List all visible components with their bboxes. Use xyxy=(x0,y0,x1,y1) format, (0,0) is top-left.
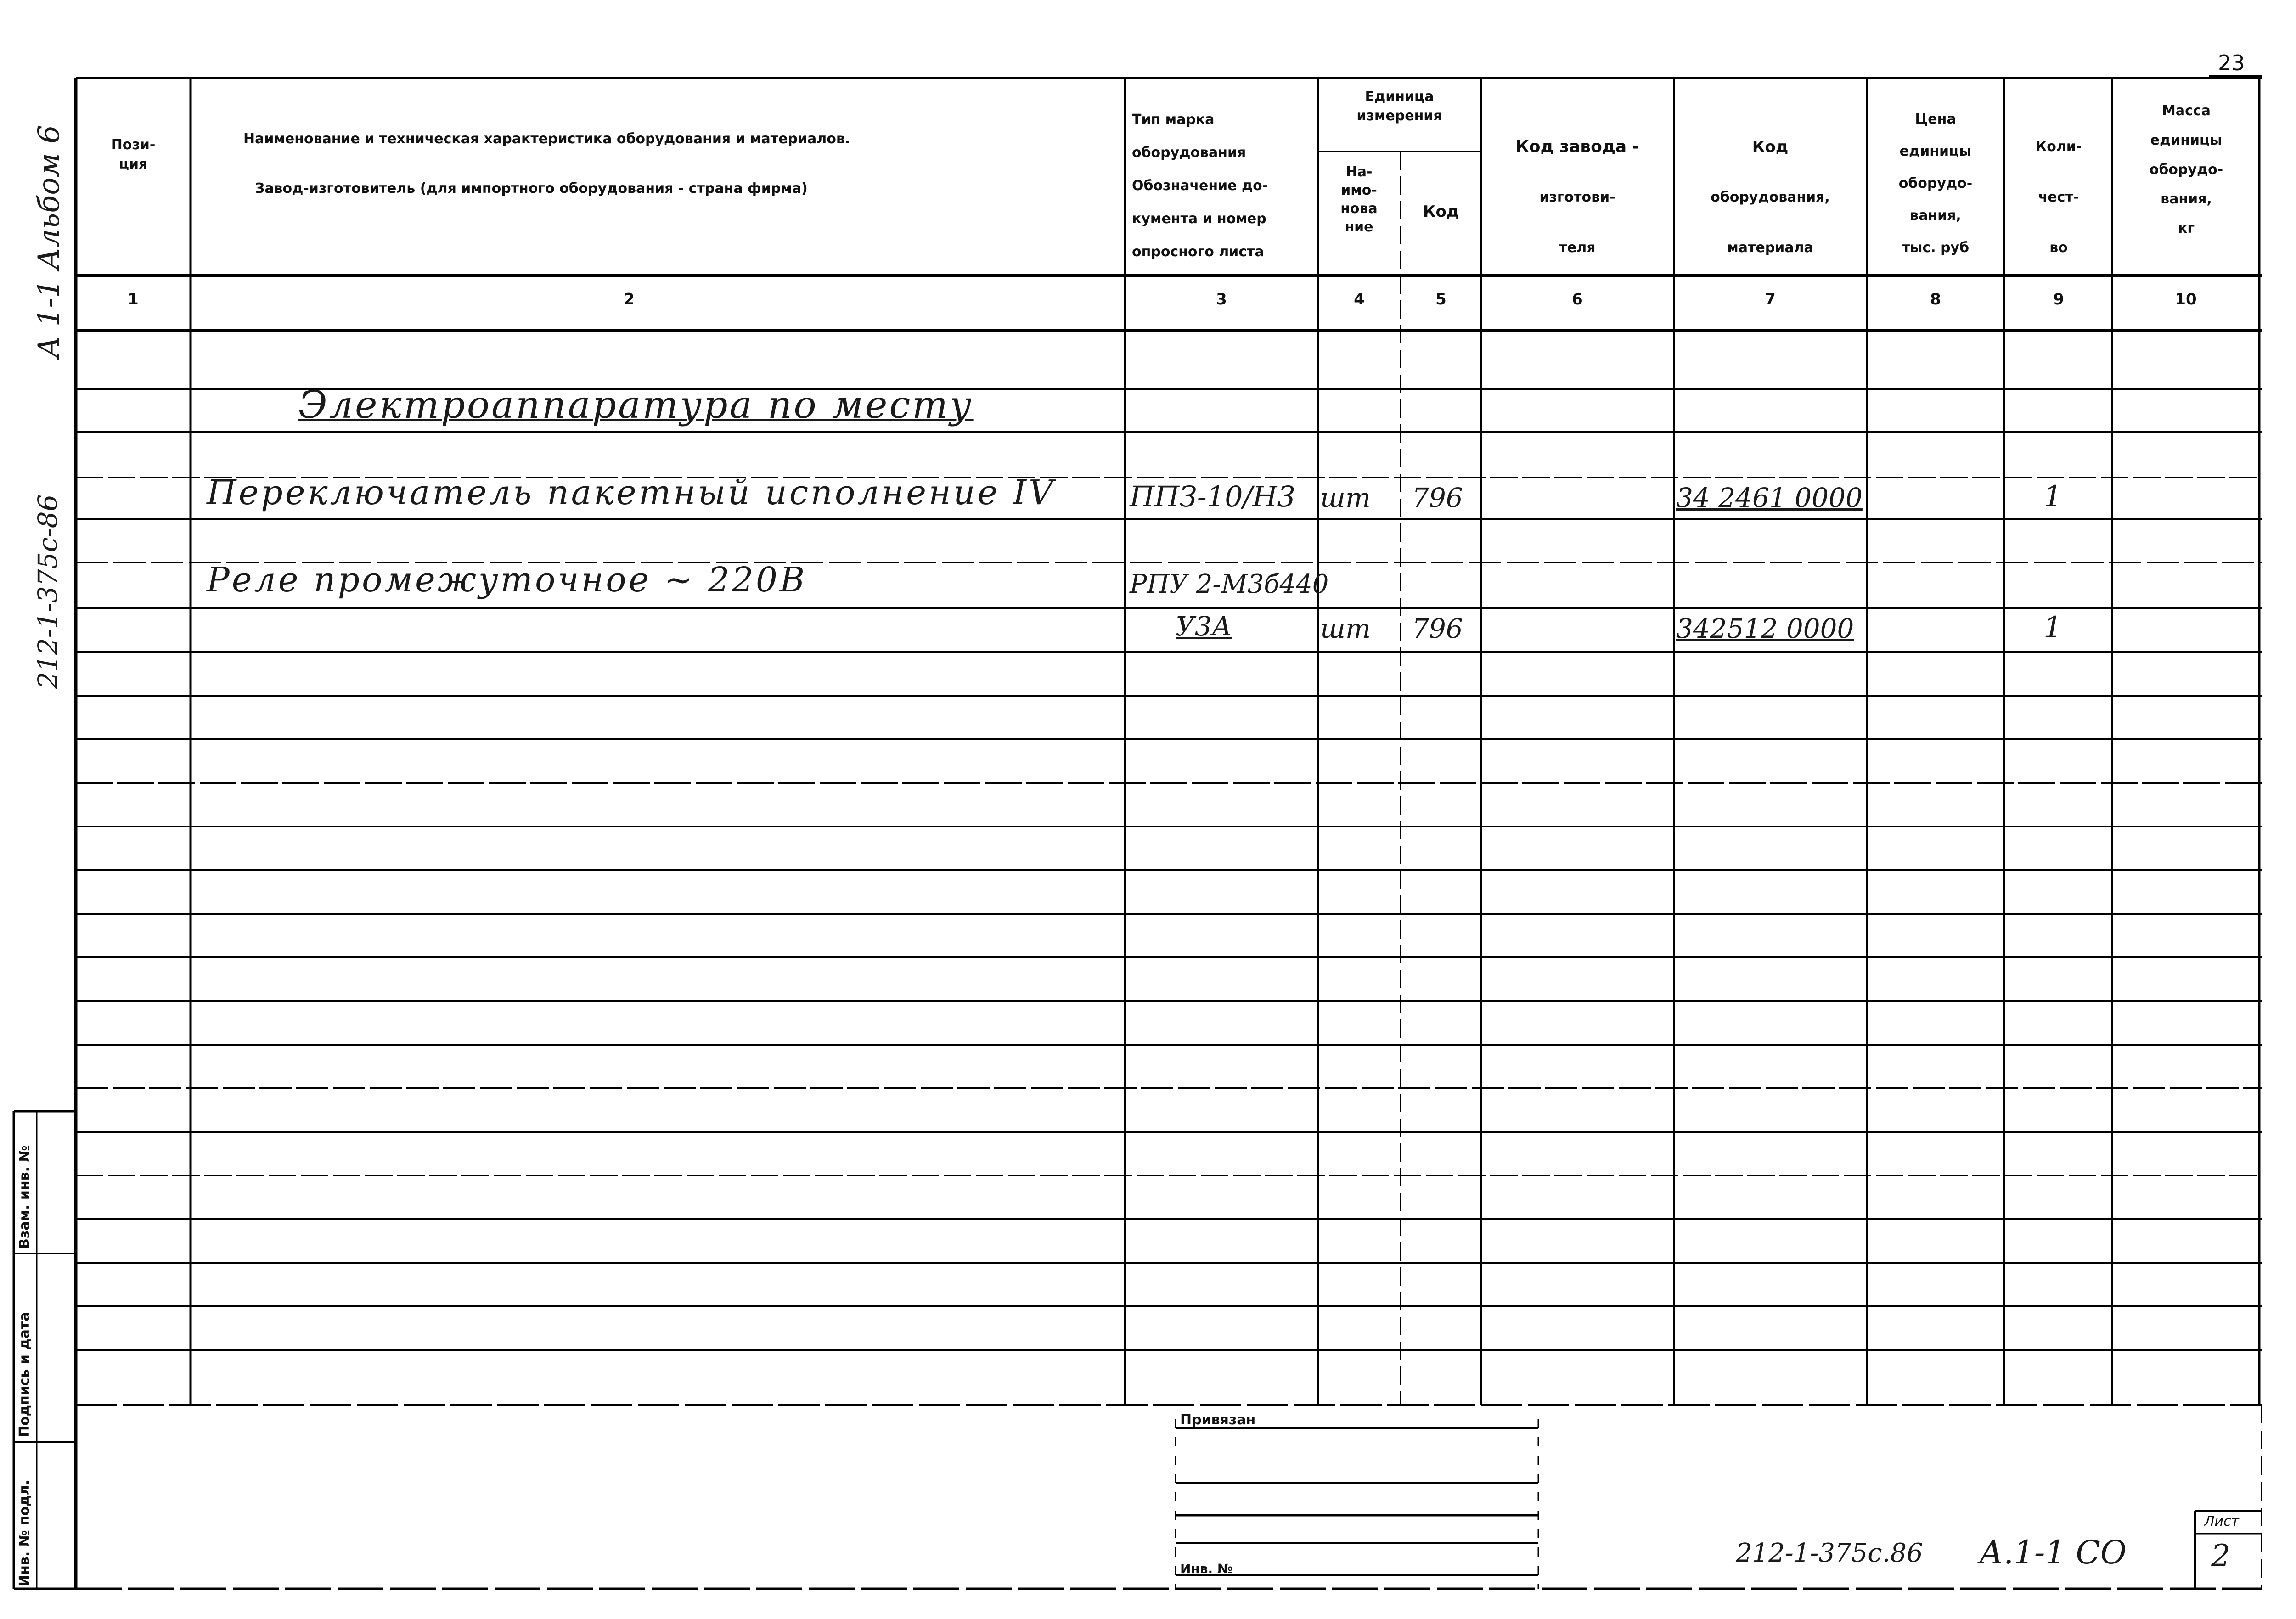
column-number-5: 5 xyxy=(1435,290,1446,309)
column-number-10: 10 xyxy=(2175,290,2197,309)
column-number-9: 9 xyxy=(2053,290,2064,309)
item1-type: ППЗ-10/Н3 xyxy=(1130,480,1296,513)
item2-unit-code: 796 xyxy=(1412,613,1463,644)
header-price: Цена единицы оборудо- вания, тыс. руб xyxy=(1898,111,1973,256)
header-quantity: Коли- чест- во xyxy=(2035,139,2082,256)
stamp-inv-podl: Инв. № подл. xyxy=(17,1479,33,1586)
item1-name: Переключатель пакетный исполнение IV xyxy=(207,473,1056,512)
item1-quantity: 1 xyxy=(2043,480,2062,514)
column-number-4: 4 xyxy=(1354,290,1365,309)
header-mass: Масса единицы оборудо- вания, кг xyxy=(2149,103,2223,236)
column-number-2: 2 xyxy=(624,290,635,309)
item2-unit: шт xyxy=(1320,613,1371,644)
page-number: 23 xyxy=(2218,51,2245,75)
header-name-line1: Наименование и техническая характеристика оборудования и материалов. xyxy=(243,131,850,147)
item1-unit: шт xyxy=(1320,482,1371,513)
column-number-1: 1 xyxy=(128,290,139,309)
header-name-line2: Завод-изготовитель (для импортного оборудования - страна фирма) xyxy=(255,180,808,197)
header-manufacturer-code: Код завода - изготови- теля xyxy=(1515,137,1639,256)
column-number-7: 7 xyxy=(1765,290,1776,309)
column-number-3: 3 xyxy=(1216,290,1227,309)
header-unit-name: На- имо- нова ние xyxy=(1340,164,1378,235)
item1-unit-code: 796 xyxy=(1412,482,1463,513)
footer-sheet-label: Лист xyxy=(2204,1513,2240,1529)
item2-quantity: 1 xyxy=(2043,611,2062,645)
header-unit-code: Код xyxy=(1423,202,1459,221)
stamp-signature-date: Подпись и дата xyxy=(17,1312,33,1437)
section-title: Электроаппаратура по месту xyxy=(298,383,974,427)
item1-material-code: 34 2461 0000 xyxy=(1676,482,1863,513)
footer-privyazan: Привязан xyxy=(1180,1412,1256,1428)
header-type: Тип марка оборудования Обозначение до- кумента и номер опросного листа xyxy=(1132,112,1268,260)
item2-type-line2: У3А xyxy=(1176,611,1232,642)
header-material-code: Код оборудования, материала xyxy=(1711,138,1830,256)
footer-inv-no: Инв. № xyxy=(1180,1561,1233,1576)
column-number-6: 6 xyxy=(1572,290,1583,309)
item2-material-code: 342512 0000 xyxy=(1676,613,1854,644)
margin-doc-code: 212-1-375с-86 xyxy=(32,494,63,689)
footer-doc-code: 212-1-375с.86 xyxy=(1736,1538,1923,1568)
item2-name: Реле промежуточное ~ 220В xyxy=(207,560,807,600)
margin-album-label: А 1-1 Альбом 6 xyxy=(32,125,66,358)
column-number-8: 8 xyxy=(1930,290,1941,309)
stamp-vzam-inv: Взам. инв. № xyxy=(17,1145,33,1249)
header-position: Пози- ция xyxy=(111,137,156,172)
header-unit-group: Единица измерения xyxy=(1356,89,1442,124)
footer-sheet-code: А.1-1 СО xyxy=(1979,1534,2127,1571)
footer-sheet-number: 2 xyxy=(2211,1538,2230,1574)
item2-type-line1: РПУ 2-М3б440 xyxy=(1130,569,1329,599)
